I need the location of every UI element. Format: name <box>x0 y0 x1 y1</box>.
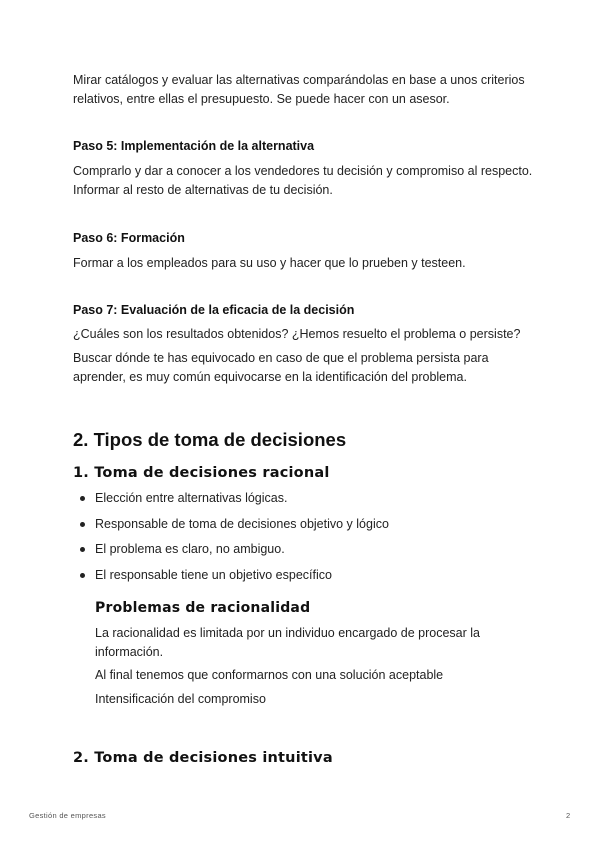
step6-heading: Paso 6: Formación <box>73 231 185 245</box>
intuitive-decisions-heading: 2. Toma de decisiones intuitiva <box>73 750 333 766</box>
step5-heading: Paso 5: Implementación de la alternativa <box>73 139 315 153</box>
step7-heading: Paso 7: Evaluación de la eficacia de la decisión <box>73 303 355 317</box>
bullet-icon <box>80 496 85 501</box>
step7-line-2: Buscar dónde te has equivocado en caso de que el problema persista para <box>73 351 489 365</box>
footer-title: Gestión de empresas <box>29 811 106 820</box>
intro-line-1: Mirar catálogos y evaluar las alternativas comparándolas en base a unos criterios <box>73 73 525 87</box>
step5-line-2: Informar al resto de alternativas de tu decisión. <box>73 183 333 197</box>
list-item: El responsable tiene un objetivo específico <box>73 566 389 592</box>
section2-heading: 2. Tipos de toma de decisiones <box>73 429 347 450</box>
problems-line-1: La racionalidad es limitada por un individuo encargado de procesar la <box>95 626 480 640</box>
rational-bullet-list <box>73 489 389 592</box>
bullet-icon <box>80 573 85 578</box>
problems-line-3: Al final tenemos que conformarnos con una solución aceptable <box>95 668 444 682</box>
step7-line-1: ¿Cuáles son los resultados obtenidos? ¿Hemos resuelto el problema o persiste? <box>73 327 521 341</box>
list-item: El problema es claro, no ambiguo. <box>73 540 389 566</box>
bullet-icon <box>80 522 85 527</box>
footer-page-number: 2 <box>566 811 571 820</box>
bullet-icon <box>80 547 85 552</box>
problems-line-4: Intensificación del compromiso <box>95 692 266 706</box>
step5-line-1: Comprarlo y dar a conocer a los vendedores tu decisión y compromiso al respecto. <box>73 164 533 178</box>
intro-line-2: relativos, entre ellas el presupuesto. Se puede hacer con un asesor. <box>73 92 450 106</box>
list-item: Elección entre alternativas lógicas. <box>73 489 389 515</box>
rationality-problems-heading: Problemas de racionalidad <box>95 600 311 616</box>
step7-line-3: aprender, es muy común equivocarse en la identificación del problema. <box>73 370 467 384</box>
list-item: Responsable de toma de decisiones objetivo y lógico <box>73 515 389 541</box>
rational-decisions-heading: 1. Toma de decisiones racional <box>73 465 330 481</box>
problems-line-2: información. <box>95 645 164 659</box>
step6-line-1: Formar a los empleados para su uso y hacer que lo prueben y testeen. <box>73 256 466 270</box>
